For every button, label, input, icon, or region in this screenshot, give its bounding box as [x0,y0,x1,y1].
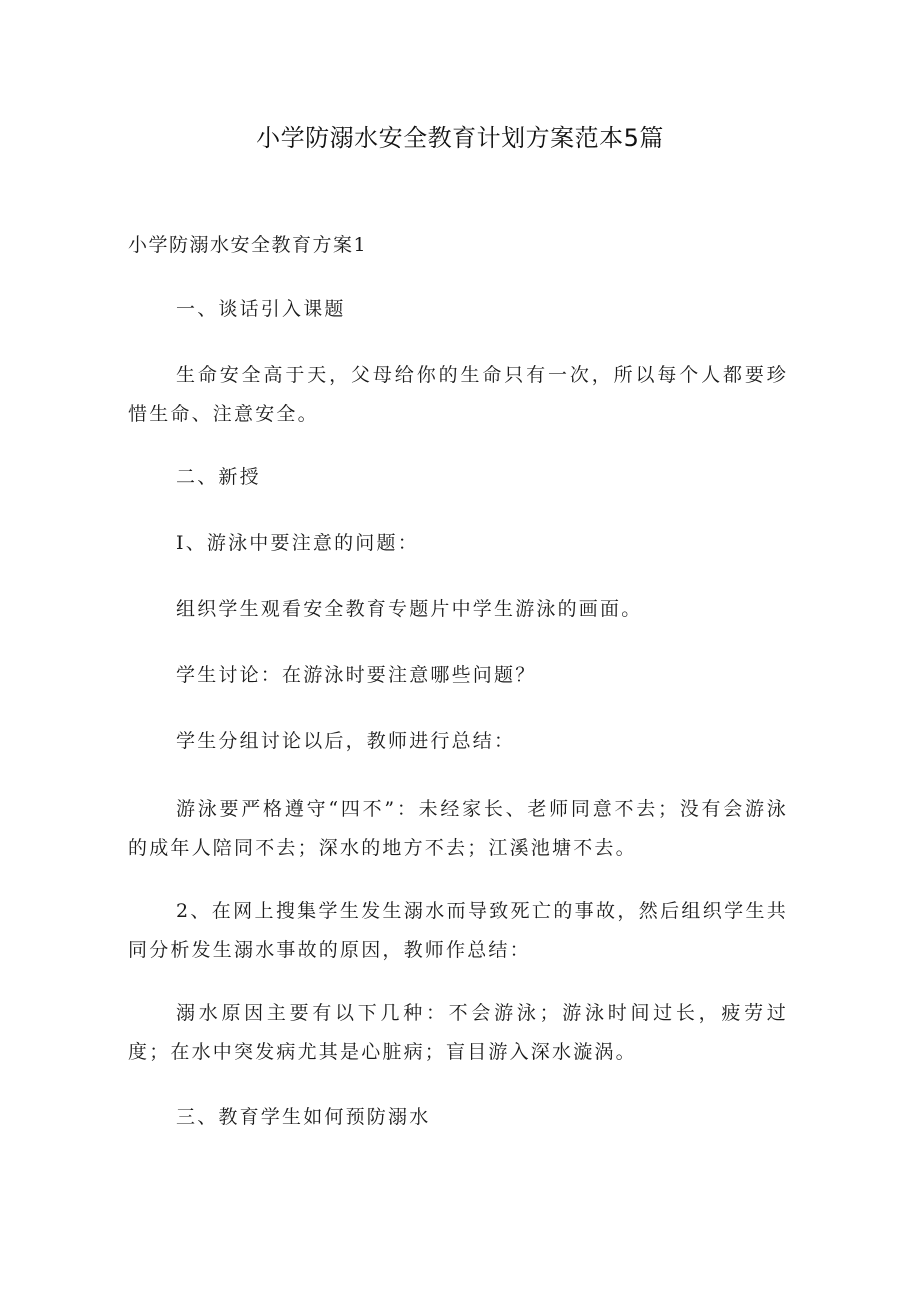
paragraph: 组织学生观看安全教育专题片中学生游泳的画面。 [176,598,643,620]
paragraph: 一、谈话引入课题 [176,298,346,320]
paragraph: 生命安全高于天，父母给你的生命只有一次，所以每个人都要珍惜生命、注意安全。 [128,364,788,425]
paragraph: 学生讨论：在游泳时要注意哪些问题？ [176,664,537,686]
section-heading: 小学防溺水安全教育方案1 [128,234,368,256]
paragraph: I、游泳中要注意的问题： [176,532,419,554]
paragraph: 学生分组讨论以后，教师进行总结： [176,730,516,752]
paragraph: 溺水原因主要有以下几种：不会游泳；游泳时间过长，疲劳过度；在水中突发病尤其是心脏病；盲目游入深水漩涡。 [128,1002,788,1063]
paragraph: 游泳要严格遵守“四不”：未经家长、老师同意不去；没有会游泳的成年人陪同不去；深水的地方不去；江溪池塘不去。 [128,798,788,859]
paragraph: 二、新授 [176,466,261,488]
paragraph: 2、在网上搜集学生发生溺水而导致死亡的事故，然后组织学生共同分析发生溺水事故的原因，教师作总结： [128,900,788,961]
paragraph: 三、教育学生如何预防溺水 [176,1106,431,1128]
document-title: 小学防溺水安全教育计划方案范本5篇 [256,124,664,152]
